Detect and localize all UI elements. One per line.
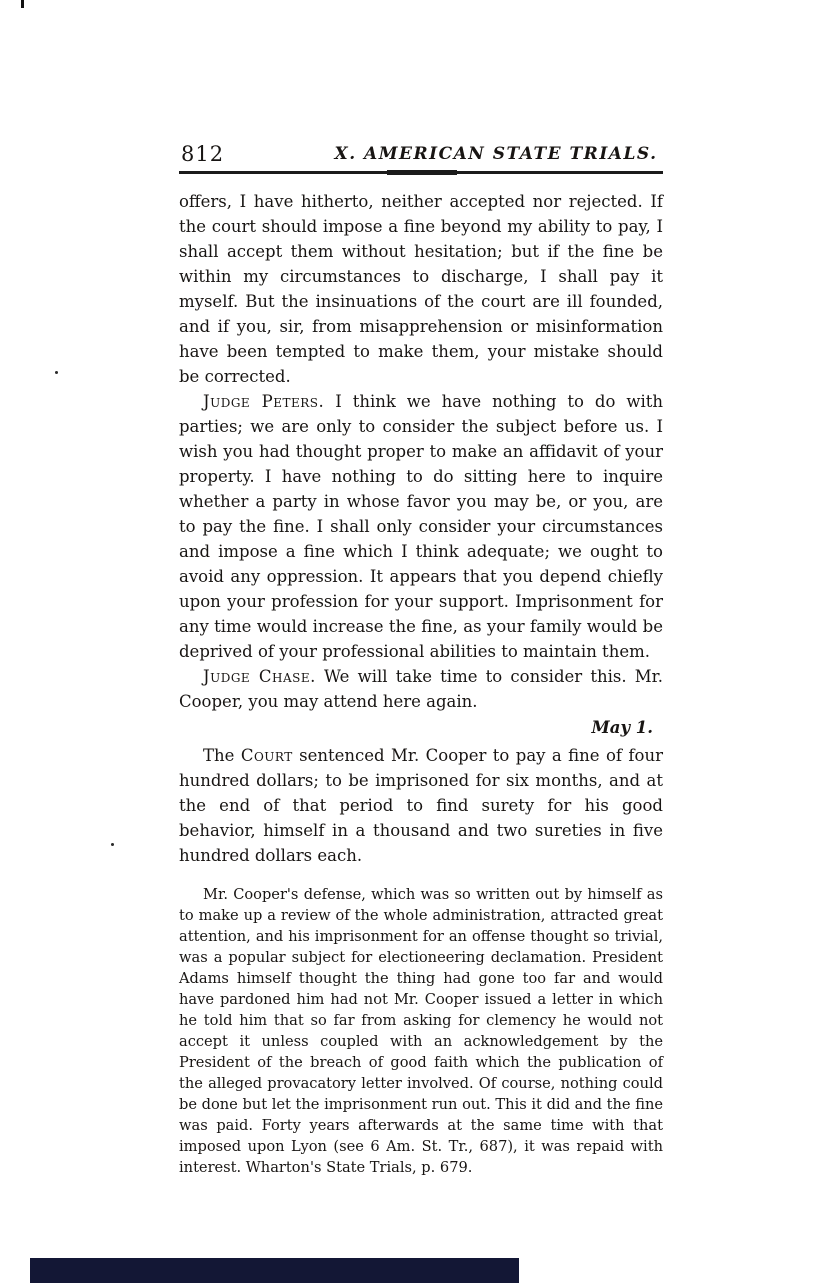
judge-peters-paragraph bbox=[179, 389, 663, 664]
scan-speck bbox=[111, 843, 114, 846]
header-rule bbox=[179, 171, 663, 174]
date-line: May 1. bbox=[591, 718, 653, 737]
scan-speck bbox=[55, 371, 58, 374]
sentence-text: sentenced Mr. Cooper to pay a fine of four hundred dollars; to be imprisoned for six months, and at the end of that period to find surety for his good behavior, himself in a thousand and two sureties in five hundred dollars each. bbox=[179, 746, 663, 865]
sentence-paragraph bbox=[179, 743, 663, 868]
running-header-title: X. AMERICAN STATE TRIALS. bbox=[334, 144, 658, 164]
scan-tick-mark bbox=[21, 0, 24, 8]
page-number: 812 bbox=[181, 142, 225, 166]
sentence-pre: The bbox=[203, 746, 235, 765]
speech-text: I think we have nothing to do with parties; we are only to consider the subject before us. I wish you had thought proper to make an affidavit of your property. I have nothing to do sitting here to inquire whether a party in whose favor you may be, or you, are to pay the fine. I shall only consider your circumstances and impose a fine which I think adequate; we ought to avoid any oppression. It appears that you depend chiefly upon your profession for your support. Imprisonment for any time would increase the fine, as your family would be deprived of your professional abilities to maintain them. bbox=[179, 392, 663, 661]
bottom-scan-bar bbox=[30, 1258, 519, 1283]
running-header bbox=[179, 140, 663, 170]
speaker-name: Judge Chase. bbox=[203, 667, 316, 686]
text-block bbox=[179, 189, 663, 1178]
footnote-paragraph: Mr. Cooper's defense, which was so written out by himself as to make up a review of the whole administration, attracted great attention, and his imprisonment for an offense thought so trivial, was a popular subject for electioneering declamation. President Adams himself thought the thing had gone too far and would have pardoned him had not Mr. Cooper issued a letter in which he told him that so far from asking for clemency he would not accept it unless coupled with an acknowledgement by the President of the breach of good faith which the publication of the alleged provacatory letter involved. Of course, nothing could be done but let the imprisonment run out. This it did and the fine was paid. Forty years afterwards at the same time with that imposed upon Lyon (see 6 Am. St. Tr., 687), it was repaid with interest. Wharton's State Trials, p. 679. bbox=[179, 886, 663, 1176]
speaker-name: Judge Peters. bbox=[203, 392, 325, 411]
court-smallcaps: Court bbox=[240, 746, 293, 765]
continuation-paragraph: offers, I have hitherto, neither accepted nor rejected. If the court should impose a fine beyond my ability to pay, I shall accept them without hesitation; but if the fine be within my circumstances to discharge, I shall pay it myself. But the insinuations of the court are ill founded, and if you, sir, from misapprehension or misinformation have been tempted to make them, your mistake should be corrected. bbox=[179, 192, 663, 386]
judge-chase-paragraph bbox=[179, 664, 663, 714]
speech-text: We will take time to consider this. Mr. Cooper, you may attend here again. bbox=[179, 667, 663, 711]
